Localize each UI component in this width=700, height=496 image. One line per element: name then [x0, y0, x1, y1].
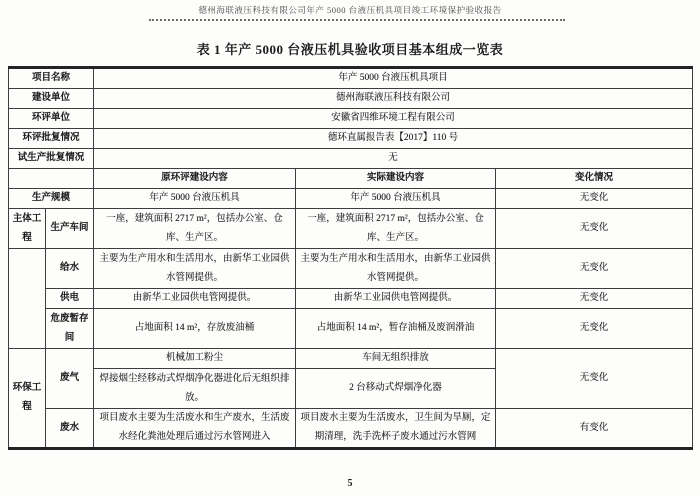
header-empty-cell — [9, 169, 94, 189]
workshop-actual: 一座，建筑面积 2717 m²，包括办公室、仓库、生产区。 — [296, 209, 496, 249]
info-value-project-name: 年产 5000 台液压机具项目 — [94, 68, 693, 89]
waste-gas-change: 无变化 — [496, 349, 693, 409]
waste-gas-label: 废气 — [46, 349, 94, 409]
project-composition-table — [8, 66, 693, 450]
scale-original: 年产 5000 台液压机具 — [94, 189, 296, 209]
info-label-eia-approval: 环评批复情况 — [9, 129, 94, 149]
wastewater-label: 废水 — [46, 409, 94, 449]
group-env-project: 环保工程 — [9, 349, 46, 449]
header-original-content: 原环评建设内容 — [94, 169, 296, 189]
table-row — [9, 129, 693, 149]
wastewater-original: 项目废水主要为生活废水和生产废水，生活废水经化粪池处理后通过污水管网进入 — [94, 409, 296, 449]
hazwaste-original: 占地面积 14 m²，存放废油桶 — [94, 309, 296, 349]
table-row — [9, 309, 693, 349]
group-main-project: 主体工程 — [9, 209, 46, 249]
header-dotted-divider — [149, 19, 565, 21]
page-number: 5 — [347, 478, 353, 489]
water-actual: 主要为生产用水和生活用水，由新华工业园供水管网提供。 — [296, 249, 496, 289]
water-change: 无变化 — [496, 249, 693, 289]
scale-actual: 年产 5000 台液压机具 — [296, 189, 496, 209]
table-row — [9, 249, 693, 289]
table-header-row — [9, 169, 693, 189]
group-unlabeled — [9, 249, 46, 349]
waste-gas-sub2-actual: 2 台移动式焊烟净化器 — [296, 369, 496, 409]
scale-change: 无变化 — [496, 189, 693, 209]
wastewater-actual: 项目废水主要为生活废水，卫生间为旱厕，定期清理，洗手洗杯子废水通过污水管网 — [296, 409, 496, 449]
hazwaste-label: 危废暂存间 — [46, 309, 94, 349]
waste-gas-sub2-original: 焊接烟尘经移动式焊烟净化器进化后无组织排放。 — [94, 369, 296, 409]
table-row — [9, 68, 693, 89]
info-label-project-name: 项目名称 — [9, 68, 94, 89]
info-label-eia-unit: 环评单位 — [9, 109, 94, 129]
header-change-status: 变化情况 — [496, 169, 693, 189]
water-label: 给水 — [46, 249, 94, 289]
running-header: 德州海联液压科技有限公司年产 5000 台液压机具项目竣工环境保护验收报告 — [198, 5, 502, 15]
power-actual: 由新华工业园供电管网提供。 — [296, 289, 496, 309]
hazwaste-actual: 占地面积 14 m²，暂存油桶及废润滑油 — [296, 309, 496, 349]
table-row — [9, 349, 693, 369]
wastewater-change: 有变化 — [496, 409, 693, 449]
table-row — [9, 89, 693, 109]
waste-gas-sub1-actual: 车间无组织排放 — [296, 349, 496, 369]
workshop-original: 一座，建筑面积 2717 m²，包括办公室、仓库、生产区。 — [94, 209, 296, 249]
power-label: 供电 — [46, 289, 94, 309]
info-value-trial-approval: 无 — [94, 149, 693, 169]
power-change: 无变化 — [496, 289, 693, 309]
table-row — [9, 189, 693, 209]
info-value-eia-unit: 安徽省四维环境工程有限公司 — [94, 109, 693, 129]
waste-gas-sub1-original: 机械加工粉尘 — [94, 349, 296, 369]
header-actual-content: 实际建设内容 — [296, 169, 496, 189]
table-row — [9, 109, 693, 129]
water-original: 主要为生产用水和生活用水，由新华工业园供水管网提供。 — [94, 249, 296, 289]
power-original: 由新华工业园供电管网提供。 — [94, 289, 296, 309]
workshop-label: 生产车间 — [46, 209, 94, 249]
table-row — [9, 209, 693, 249]
table-row — [9, 409, 693, 449]
info-label-construction-unit: 建设单位 — [9, 89, 94, 109]
info-label-trial-approval: 试生产批复情况 — [9, 149, 94, 169]
table-title: 表 1 年产 5000 台液压机具验收项目基本组成一览表 — [196, 42, 504, 57]
table-row — [9, 149, 693, 169]
info-value-eia-approval: 德环直属报告表【2017】110 号 — [94, 129, 693, 149]
workshop-change: 无变化 — [496, 209, 693, 249]
hazwaste-change: 无变化 — [496, 309, 693, 349]
scale-label: 生产规模 — [9, 189, 94, 209]
table-row — [9, 289, 693, 309]
info-value-construction-unit: 德州海联液压科技有限公司 — [94, 89, 693, 109]
